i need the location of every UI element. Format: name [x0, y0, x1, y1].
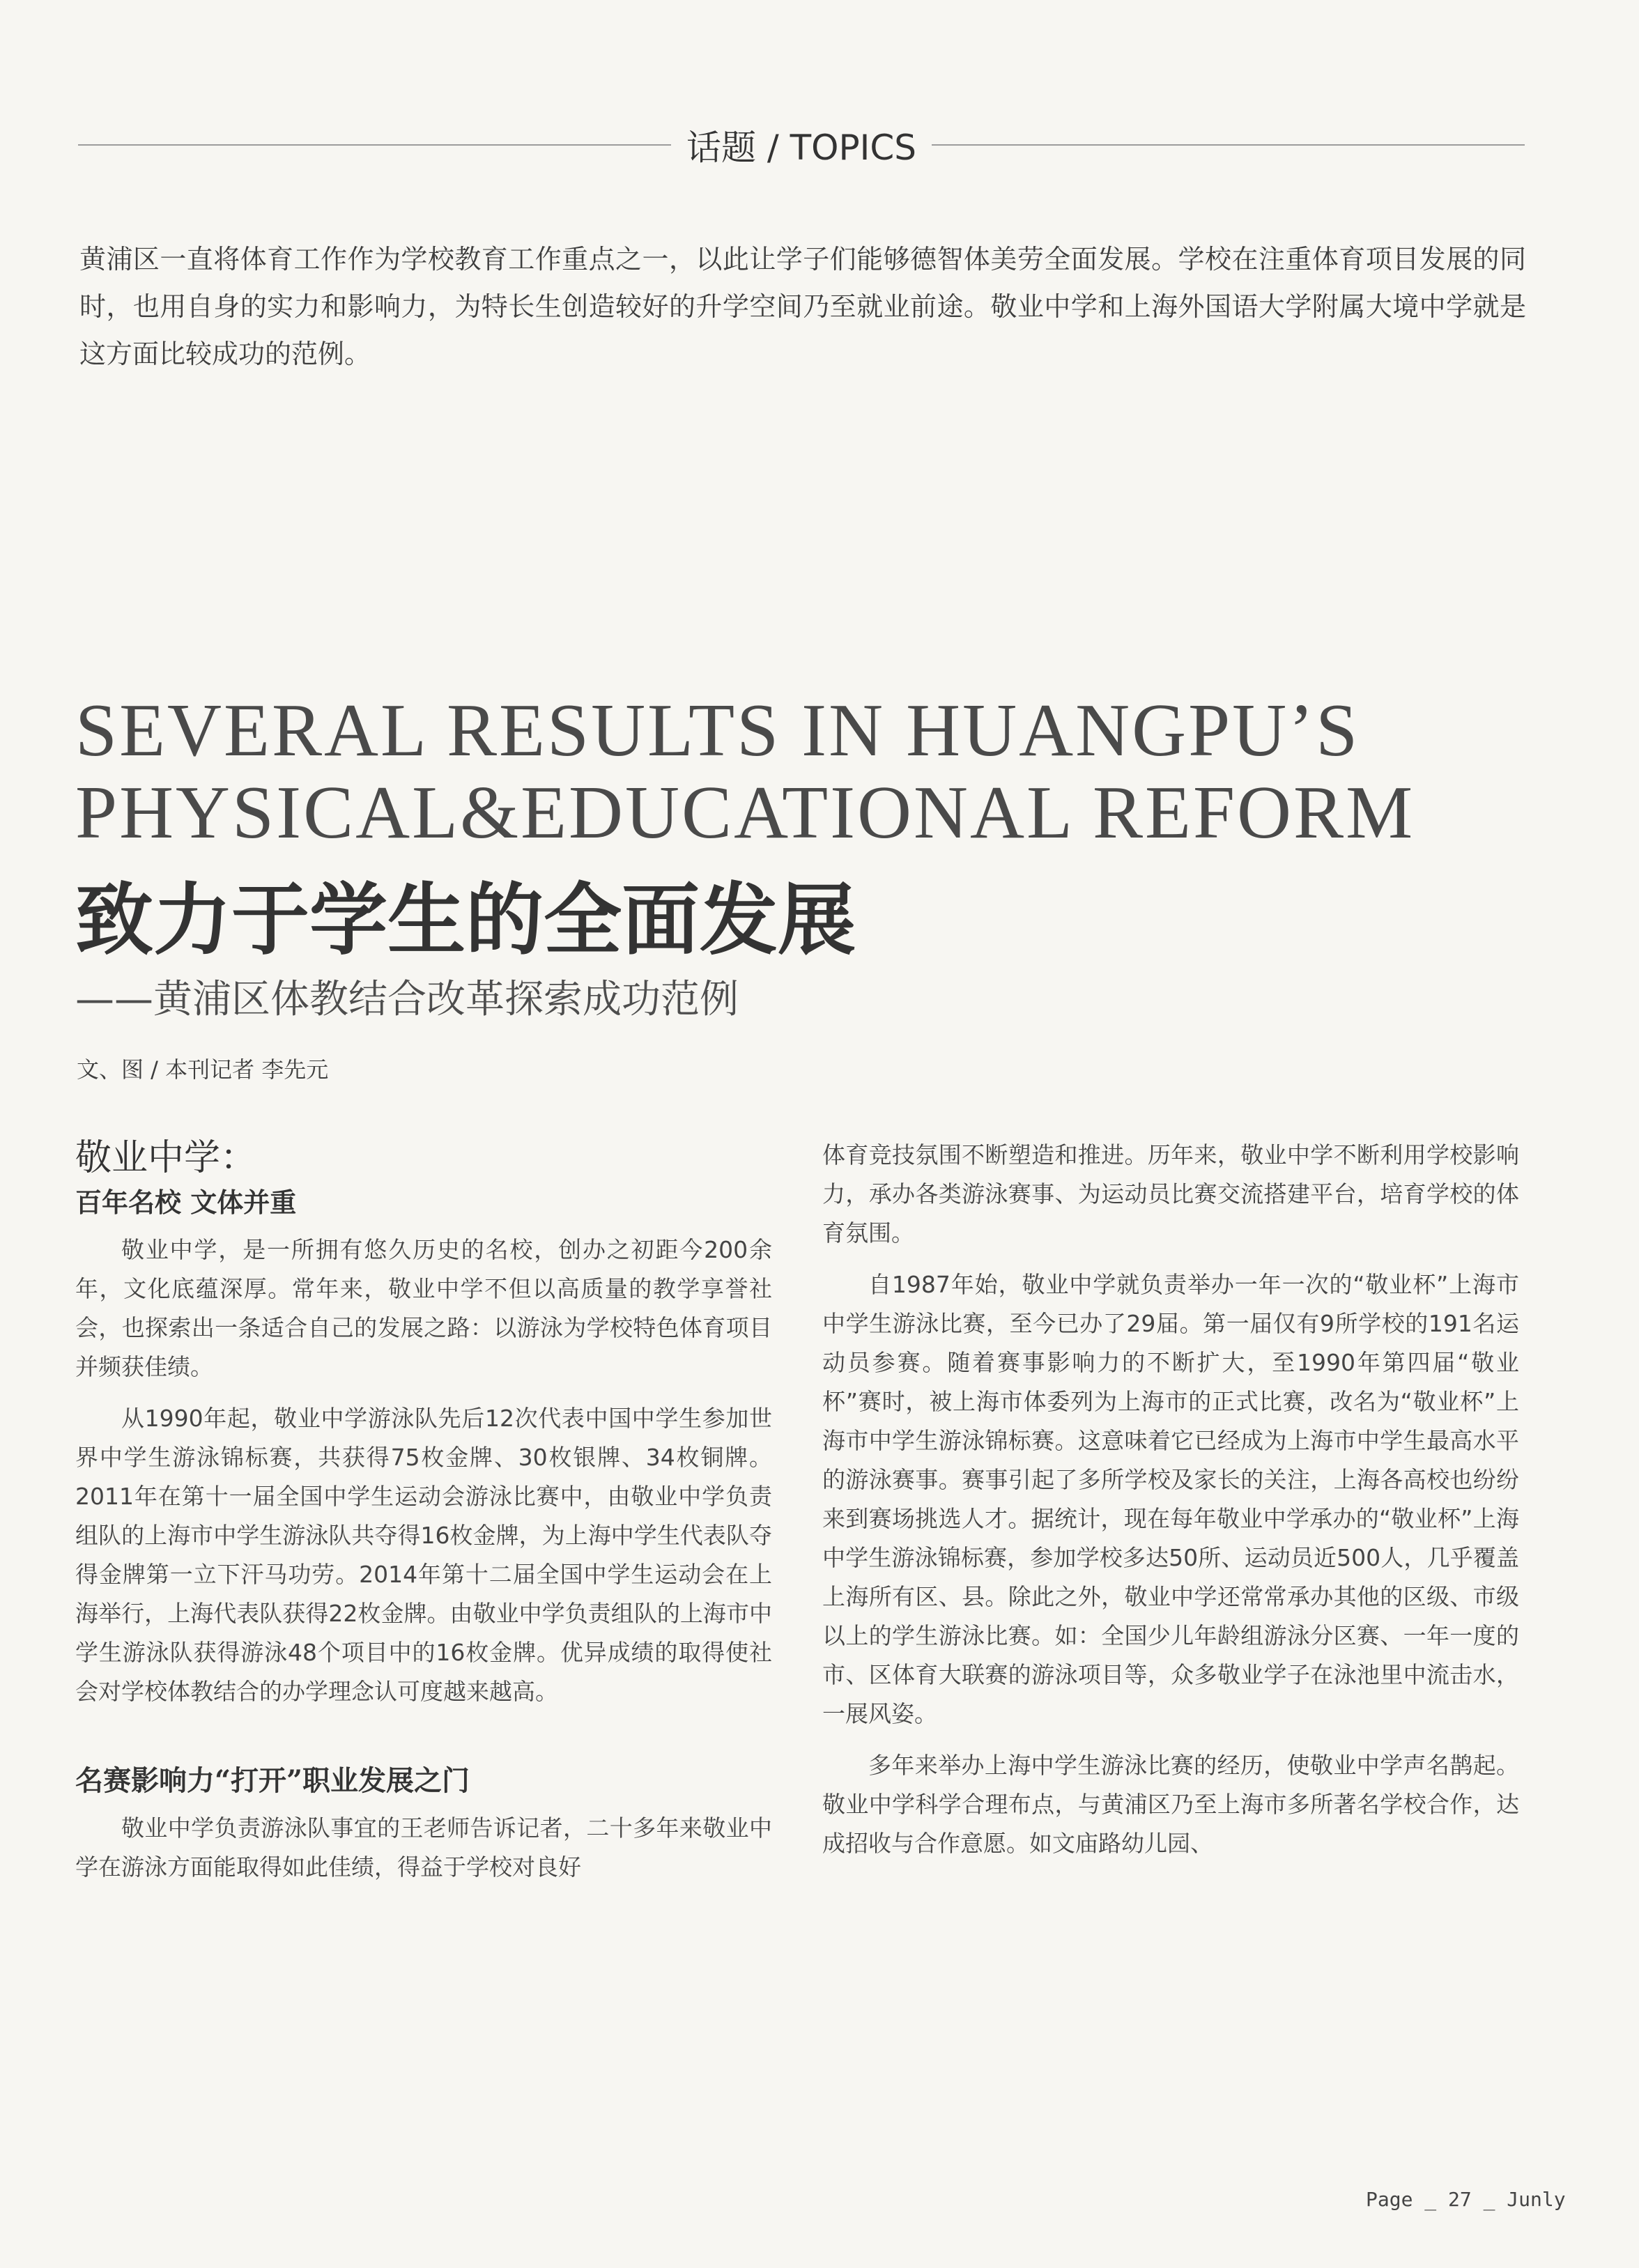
- english-title-line-1: SEVERAL RESULTS IN HUANGPU’S: [75, 689, 1360, 772]
- chinese-title: 致力于学生的全面发展: [75, 874, 856, 966]
- intro-paragraph: 黄浦区一直将体育工作作为学校教育工作重点之一，以此让学子们能够德智体美劳全面发展。学校在注重体育项目发展的同时，也用自身的实力和影响力，为特长生创造较好的升学空间乃至就业前途。敬业中学和上海外国语大学附属大境中学就是这方面比较成功的范例。: [79, 244, 1526, 369]
- english-title-line-2: PHYSICAL&EDUCATIONAL REFORM: [75, 771, 1415, 854]
- left-column: [75, 1136, 772, 1899]
- chinese-subtitle: ——黄浦区体教结合改革探索成功范例: [75, 977, 739, 1022]
- right-column: [822, 1136, 1519, 1876]
- header-rule-left: [78, 144, 671, 146]
- section-title: 敬业中学：: [75, 1137, 257, 1179]
- section-subtitle: 百年名校 文体并重: [75, 1187, 297, 1218]
- header-label: 话题 / TOPICS: [686, 128, 917, 168]
- header-rule-right: [932, 144, 1525, 146]
- body-paragraph: 敬业中学负责游泳队事宜的王老师告诉记者，二十多年来敬业中学在游泳方面能取得如此佳绩，得益于学校对良好: [75, 1814, 772, 1881]
- section-heading: 名赛影响力“打开”职业发展之门: [75, 1764, 470, 1797]
- body-paragraph: 从1990年起，敬业中学游泳队先后12次代表中国中学生参加世界中学生游泳锦标赛，共获得75枚金牌、30枚银牌、34枚铜牌。2011年在第十一届全国中学生运动会游泳比赛中，由敬业中学负责组队的上海市中学生游泳队共夺得16枚金牌，为上海中学生代表队夺得金牌第一立下汗马功劳。2014年第十二届全国中学生运动会在上海举行，上海代表队获得22枚金牌。由敬业中学负责组队的上海市中学生游泳队获得游泳48个项目中的16枚金牌。优异成绩的取得使社会对学校体教结合的办学理念认可度越来越高。: [75, 1405, 772, 1705]
- body-paragraph: 体育竞技氛围不断塑造和推进。历年来，敬业中学不断利用学校影响力，承办各类游泳赛事、为运动员比赛交流搭建平台，培育学校的体育氛围。: [822, 1141, 1519, 1247]
- body-paragraph: 自1987年始，敬业中学就负责举办一年一次的“敬业杯”上海市中学生游泳比赛，至今已办了29届。第一届仅有9所学校的191名运动员参赛。随着赛事影响力的不断扩大，至1990年第四届“敬业杯”赛时，被上海市体委列为上海市的正式比赛，改名为“敬业杯”上海市中学生游泳锦标赛。这意味着它已经成为上海市中学生最高水平的游泳赛事。赛事引起了多所学校及家长的关注，上海各高校也纷纷来到赛场挑选人才。据统计，现在每年敬业中学承办的“敬业杯”上海中学生游泳锦标赛，参加学校多达50所、运动员近500人，几乎覆盖上海所有区、县。除此之外，敬业中学还常常承办其他的区级、市级以上的学生游泳比赛。如：全国少儿年龄组游泳分区赛、一年一度的市、区体育大联赛的游泳项目等，众多敬业学子在泳池里中流击水，一展风姿。: [822, 1271, 1519, 1727]
- byline: 文、图 / 本刊记者 李先元: [77, 1056, 329, 1083]
- page-footer: Page _ 27 _ Junly: [1366, 2188, 1566, 2211]
- english-title: [75, 690, 1567, 854]
- section-header: [78, 117, 1525, 173]
- body-paragraph: 敬业中学，是一所拥有悠久历史的名校，创办之初距今200余年，文化底蕴深厚。常年来，敬业中学不但以高质量的教学享誉社会，也探索出一条适合自己的发展之路：以游泳为学校特色体育项目并频获佳绩。: [75, 1236, 772, 1380]
- body-paragraph: 多年来举办上海中学生游泳比赛的经历，使敬业中学声名鹊起。敬业中学科学合理布点，与黄浦区乃至上海市多所著名学校合作，达成招收与合作意愿。如文庙路幼儿园、: [822, 1752, 1519, 1857]
